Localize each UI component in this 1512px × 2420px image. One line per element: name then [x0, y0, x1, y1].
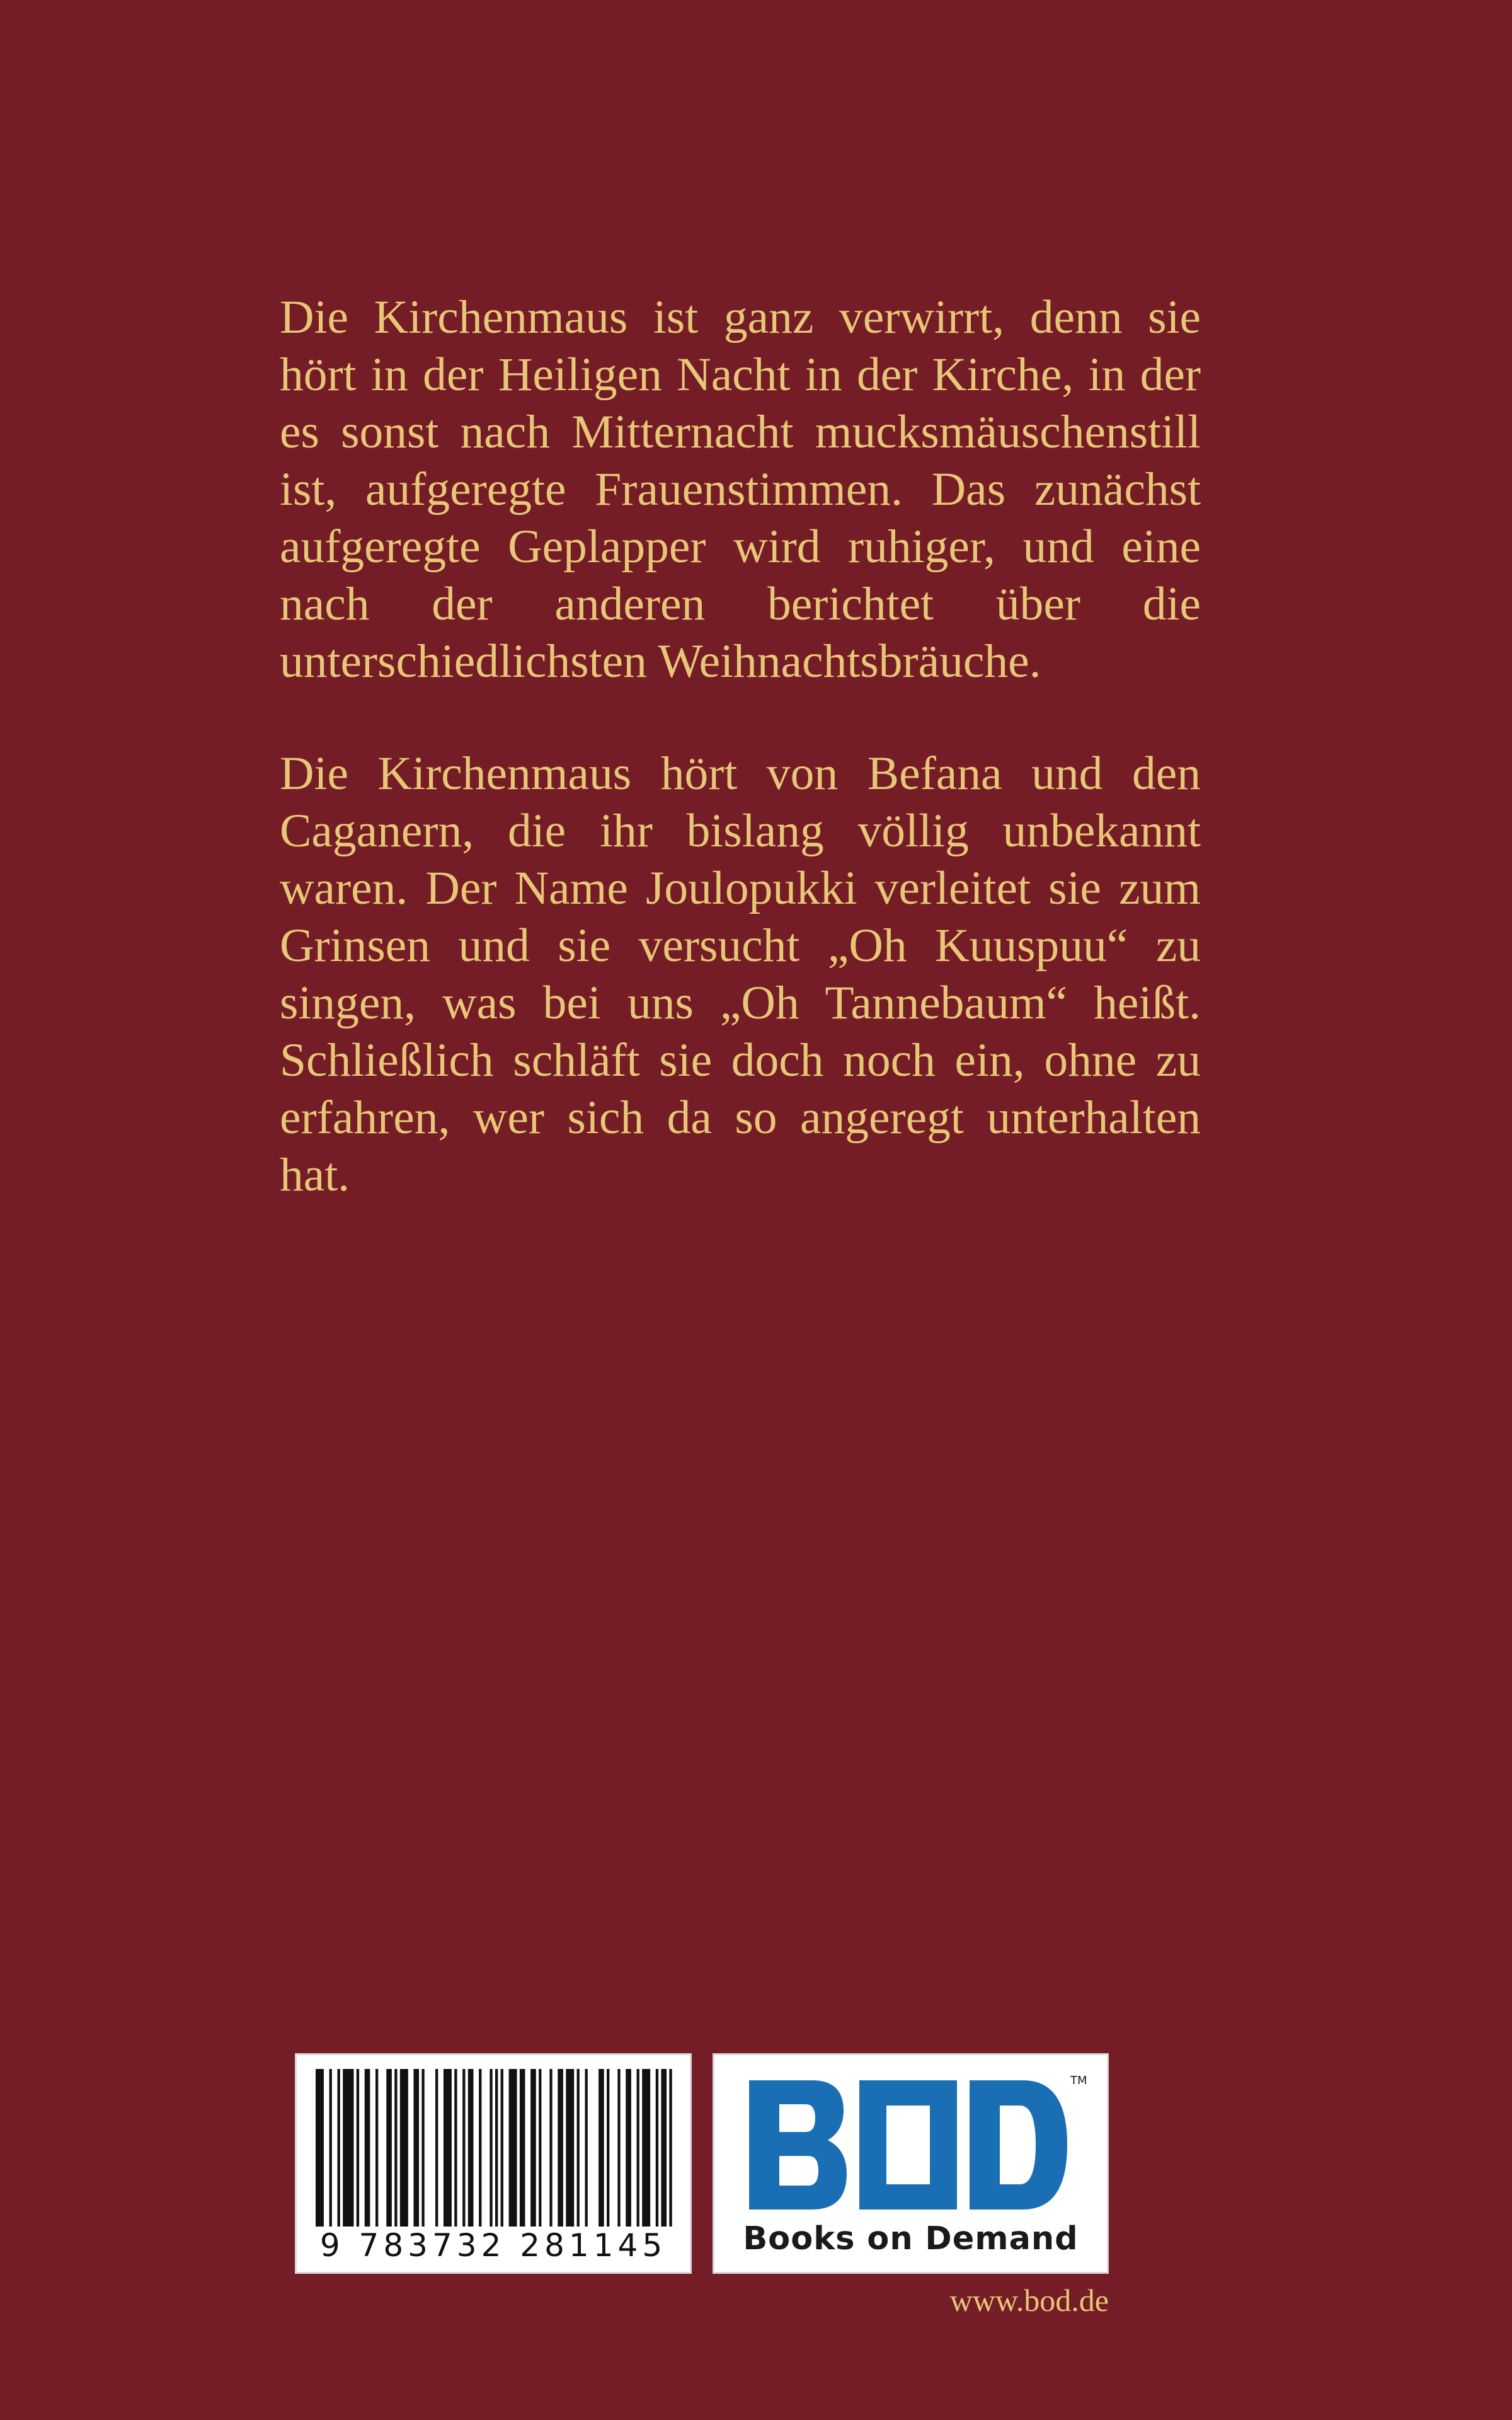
- barcode-bar: [365, 2069, 370, 2227]
- barcode-bars: [316, 2069, 675, 2227]
- barcode-bar: [598, 2069, 604, 2227]
- barcode-bar: [520, 2069, 525, 2227]
- barcode-bar: [558, 2069, 563, 2227]
- barcode-bar: [549, 2069, 552, 2227]
- barcode-bar: [577, 2069, 580, 2227]
- barcode-bar: [539, 2069, 541, 2227]
- barcode-bar: [501, 2069, 503, 2227]
- barcode-bar: [329, 2069, 332, 2227]
- blurb-text: [280, 289, 1201, 1204]
- barcode-bar: [490, 2069, 492, 2227]
- barcode-bar: [462, 2069, 465, 2227]
- barcode-bar: [375, 2069, 378, 2227]
- blurb-paragraph-1: Die Kirchenmaus ist ganz verwirrt, denn sie hört in der Heiligen Nacht in der Kirche, in der es sonst nach Mitternacht mucksmäuschenstill ist, aufgeregte Frauenstimmen. Das zunächst aufgeregte Geplapper wird ruhiger, und eine nach der anderen berichtet über die unterschiedlichsten Weihnachtsbräuche.: [280, 291, 1201, 688]
- barcode-bar: [607, 2069, 609, 2227]
- barcode-bar: [394, 2069, 397, 2227]
- barcode-bar: [495, 2069, 498, 2227]
- barcode-bar: [585, 2069, 588, 2227]
- barcode-bar: [626, 2069, 631, 2227]
- publisher-url: www.bod.de: [949, 2283, 1109, 2318]
- publisher-tagline: Books on Demand: [743, 2220, 1079, 2257]
- barcode-bar: [509, 2069, 517, 2227]
- barcode-bar: [357, 2069, 359, 2227]
- barcode-bar: [413, 2069, 419, 2227]
- barcode-bar: [435, 2069, 438, 2227]
- barcode-bar: [468, 2069, 474, 2227]
- barcode-bar: [386, 2069, 392, 2227]
- isbn-number: 9 783732 281145: [319, 2227, 667, 2264]
- barcode-bar: [656, 2069, 658, 2227]
- barcode-bar: [642, 2069, 650, 2227]
- barcode-bar: [661, 2069, 667, 2227]
- trademark-symbol: TM: [1070, 2074, 1087, 2087]
- barcode-bar: [617, 2069, 620, 2227]
- barcode-bar: [338, 2069, 340, 2227]
- barcode-bar: [421, 2069, 424, 2227]
- blurb-paragraph-2: Die Kirchenmaus hört von Befana und den Caganern, die ihr bislang völlig unbekannt waren. Der Name Joulopukki verleitet sie zum Grinsen und sie versucht „Oh Kuuspuu“ zu singen, was bei uns „Oh Tannebaum“ heißt. Schließlich schläft sie doch noch ein, ohne zu erfahren, wer sich da so angeregt unterhalten hat.: [280, 747, 1201, 1201]
- barcode-bar: [637, 2069, 639, 2227]
- barcode-bar: [400, 2069, 408, 2227]
- barcode-bar: [343, 2069, 353, 2227]
- barcode-bar: [454, 2069, 457, 2227]
- barcode-bar: [479, 2069, 481, 2227]
- barcode-bar: [530, 2069, 536, 2227]
- barcode-bar: [444, 2069, 452, 2227]
- isbn-barcode: [295, 2053, 692, 2274]
- barcode-bar: [669, 2069, 672, 2227]
- barcode-bar: [316, 2069, 324, 2227]
- bod-logo: [743, 2080, 1070, 2210]
- publisher-logo-box: [713, 2053, 1109, 2274]
- barcode-bar: [566, 2069, 574, 2227]
